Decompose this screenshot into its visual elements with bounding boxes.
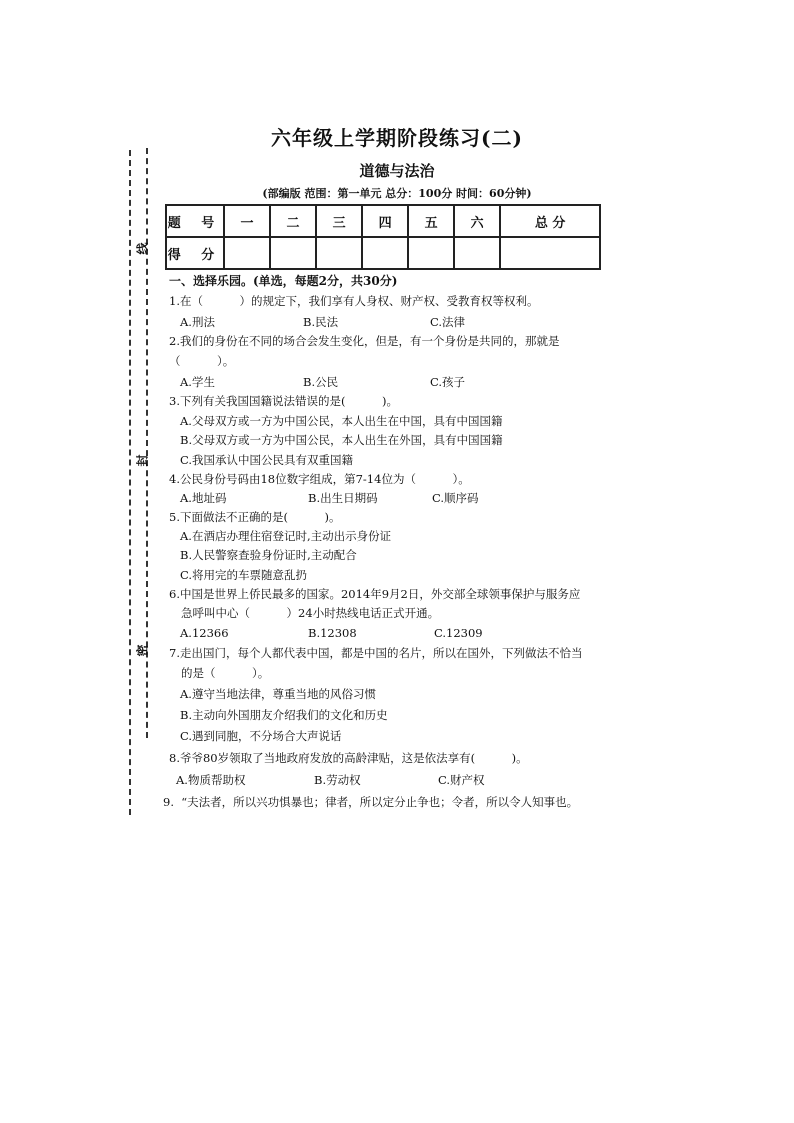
score-input-cell[interactable] bbox=[270, 237, 316, 269]
binding-line-outer bbox=[129, 150, 131, 815]
margin-char-feng: 封 bbox=[135, 454, 150, 467]
option-a[interactable]: A.学生 bbox=[180, 375, 215, 389]
question-stem: 4.公民身份号码由18位数字组成，第7-14位为（ ）。 bbox=[169, 472, 470, 486]
option-c[interactable]: C.法律 bbox=[430, 315, 466, 329]
score-table-cell: 三 bbox=[316, 205, 362, 237]
option-a[interactable]: A.遵守当地法律，尊重当地的风俗习惯 bbox=[180, 687, 376, 701]
score-table-cell: 六 bbox=[454, 205, 500, 237]
option-b[interactable]: B.民法 bbox=[303, 315, 339, 329]
score-input-cell[interactable] bbox=[500, 237, 600, 269]
score-table-cell: 二 bbox=[270, 205, 316, 237]
option-a[interactable]: A.12366 bbox=[180, 626, 229, 640]
option-c[interactable]: C.12309 bbox=[434, 626, 483, 640]
score-table-cell: 五 bbox=[408, 205, 454, 237]
score-table-header-row bbox=[166, 205, 600, 237]
option-b[interactable]: B.父母双方或一方为中国公民，本人出生在外国，具有中国国籍 bbox=[180, 433, 503, 447]
option-c[interactable]: C.财产权 bbox=[438, 773, 485, 787]
score-input-cell[interactable] bbox=[454, 237, 500, 269]
question-stem-cont: 急呼叫中心（ ）24小时热线电话正式开通。 bbox=[181, 606, 440, 620]
exam-info: (部编版 范围：第一单元 总分：100分 时间：60分钟) bbox=[262, 187, 532, 200]
section-heading: 一、选择乐园。(单选，每题2分，共30分) bbox=[169, 274, 398, 288]
option-b[interactable]: B.出生日期码 bbox=[308, 491, 378, 505]
score-table-cell: 题 号 bbox=[166, 205, 224, 237]
score-table-cell: 总 分 bbox=[500, 205, 600, 237]
margin-char-xian: 线 bbox=[135, 242, 150, 255]
option-b[interactable]: B.12308 bbox=[308, 626, 357, 640]
option-c[interactable]: C.顺序码 bbox=[432, 491, 479, 505]
question-stem: 6.中国是世界上侨民最多的国家。2014年9月2日，外交部全球领事保护与服务应 bbox=[169, 587, 581, 601]
option-c[interactable]: C.我国承认中国公民具有双重国籍 bbox=[180, 453, 354, 467]
question-stem: 8.爷爷80岁领取了当地政府发放的高龄津贴，这是依法享有( )。 bbox=[169, 751, 528, 765]
page-title: 六年级上学期阶段练习(二) bbox=[271, 126, 523, 150]
subject-title: 道德与法治 bbox=[359, 162, 435, 180]
option-a[interactable]: A.地址码 bbox=[180, 491, 227, 505]
option-b[interactable]: B.公民 bbox=[303, 375, 339, 389]
question-stem: 1.在（ ）的规定下，我们享有人身权、财产权、受教育权等权利。 bbox=[169, 294, 539, 308]
score-input-cell[interactable] bbox=[224, 237, 270, 269]
score-table-score-row bbox=[166, 237, 600, 269]
score-table-cell: 一 bbox=[224, 205, 270, 237]
option-a[interactable]: A.父母双方或一方为中国公民，本人出生在中国，具有中国国籍 bbox=[180, 414, 503, 428]
option-b[interactable]: B.主动向外国朋友介绍我们的文化和历史 bbox=[180, 708, 388, 722]
option-a[interactable]: A.刑法 bbox=[180, 315, 215, 329]
question-stem: 3.下列有关我国国籍说法错误的是( )。 bbox=[169, 394, 398, 408]
option-c[interactable]: C.将用完的车票随意乱扔 bbox=[180, 568, 308, 582]
score-table-cell: 四 bbox=[362, 205, 408, 237]
question-stem-cont: 的是（ ）。 bbox=[181, 666, 270, 680]
question-stem: 2.我们的身份在不同的场合会发生变化，但是，有一个身份是共同的，那就是 bbox=[169, 334, 560, 348]
score-input-cell[interactable] bbox=[362, 237, 408, 269]
score-input-cell[interactable] bbox=[316, 237, 362, 269]
score-input-cell[interactable] bbox=[408, 237, 454, 269]
question-stem: 9. “夫法者，所以兴功惧暴也；律者，所以定分止争也；令者，所以令人知事也。 bbox=[163, 795, 579, 809]
option-a[interactable]: A.物质帮助权 bbox=[176, 773, 246, 787]
question-stem: 5.下面做法不正确的是( )。 bbox=[169, 510, 341, 524]
option-a[interactable]: A.在酒店办理住宿登记时,主动出示身份证 bbox=[180, 529, 392, 543]
question-stem-cont: （ ）。 bbox=[169, 354, 235, 368]
option-b[interactable]: B.劳动权 bbox=[314, 773, 361, 787]
score-table bbox=[165, 204, 601, 270]
question-stem: 7.走出国门，每个人都代表中国，都是中国的名片，所以在国外，下列做法不恰当 bbox=[169, 646, 583, 660]
option-c[interactable]: C.孩子 bbox=[430, 375, 466, 389]
score-table-cell: 得 分 bbox=[166, 237, 224, 269]
option-b[interactable]: B.人民警察查验身份证时,主动配合 bbox=[180, 548, 357, 562]
option-c[interactable]: C.遇到同胞，不分场合大声说话 bbox=[180, 729, 342, 743]
margin-char-mi: 密 bbox=[135, 644, 150, 657]
